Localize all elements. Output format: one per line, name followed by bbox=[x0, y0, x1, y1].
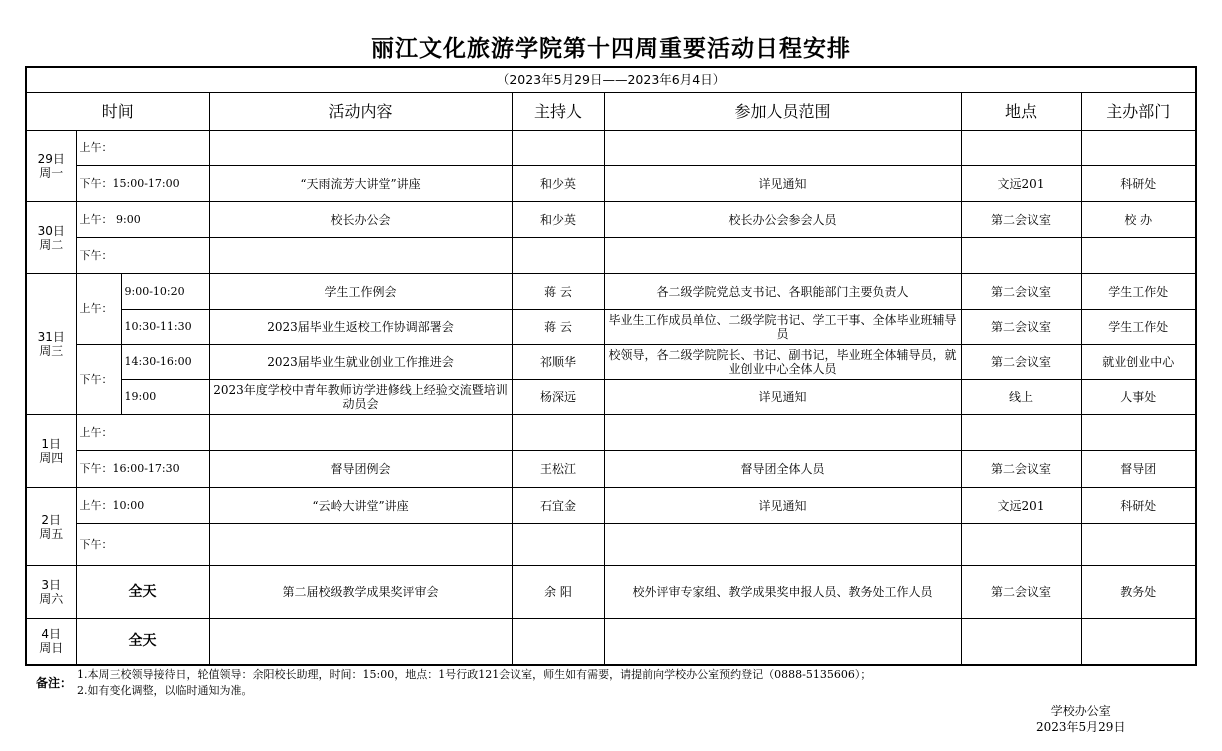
time-cell: 全天 bbox=[76, 566, 209, 619]
participants-cell: 毕业生工作成员单位、二级学院书记、学工干事、全体毕业班辅导员 bbox=[604, 310, 961, 345]
date-range-row bbox=[26, 67, 1196, 93]
time-cell: 下午：15:00-17:00 bbox=[76, 166, 209, 202]
host-cell: 祁顺华 bbox=[512, 345, 604, 380]
host-cell: 余 阳 bbox=[512, 566, 604, 619]
content-cell bbox=[209, 415, 512, 451]
content-cell: “云岭大讲堂”讲座 bbox=[209, 488, 512, 524]
host-cell bbox=[512, 619, 604, 665]
time-cell: 9:00-10:20 bbox=[121, 274, 209, 310]
host-cell bbox=[512, 415, 604, 451]
organizer-cell: 学生工作处 bbox=[1081, 310, 1196, 345]
table-row bbox=[26, 451, 1196, 488]
participants-cell bbox=[604, 131, 961, 166]
content-cell: “天雨流芳大讲堂”讲座 bbox=[209, 166, 512, 202]
host-cell bbox=[512, 131, 604, 166]
time-cell: 上午： 9:00 bbox=[76, 202, 209, 238]
participants-cell bbox=[604, 415, 961, 451]
content-cell: 督导团例会 bbox=[209, 451, 512, 488]
day-cell-mon: 29日 周一 bbox=[26, 131, 76, 202]
content-cell bbox=[209, 238, 512, 274]
host-cell: 蒋 云 bbox=[512, 310, 604, 345]
location-cell: 第二会议室 bbox=[961, 310, 1081, 345]
organizer-cell bbox=[1081, 238, 1196, 274]
header-location: 地点 bbox=[961, 93, 1081, 131]
time-cell: 下午： bbox=[76, 238, 209, 274]
header-organizer: 主办部门 bbox=[1081, 93, 1196, 131]
page-title: 丽江文化旅游学院第十四周重要活动日程安排 bbox=[371, 36, 851, 62]
content-cell: 2023届毕业生返校工作协调部署会 bbox=[209, 310, 512, 345]
participants-cell: 各二级学院党总支书记、各职能部门主要负责人 bbox=[604, 274, 961, 310]
schedule-table bbox=[25, 66, 1197, 666]
time-cell: 上午：10:00 bbox=[76, 488, 209, 524]
organizer-cell bbox=[1081, 415, 1196, 451]
participants-cell bbox=[604, 619, 961, 665]
location-cell: 第二会议室 bbox=[961, 345, 1081, 380]
location-cell bbox=[961, 238, 1081, 274]
notes-label: 备注： bbox=[36, 676, 73, 690]
time-cell: 下午：16:00-17:30 bbox=[76, 451, 209, 488]
content-cell: 学生工作例会 bbox=[209, 274, 512, 310]
organizer-cell: 督导团 bbox=[1081, 451, 1196, 488]
participants-cell: 校长办公会参会人员 bbox=[604, 202, 961, 238]
day-cell-thu: 1日 周四 bbox=[26, 415, 76, 488]
location-cell bbox=[961, 619, 1081, 665]
time-cell: 下午： bbox=[76, 524, 209, 566]
location-cell bbox=[961, 524, 1081, 566]
host-cell bbox=[512, 238, 604, 274]
time-cell: 14:30-16:00 bbox=[121, 345, 209, 380]
participants-cell: 督导团全体人员 bbox=[604, 451, 961, 488]
header-time: 时间 bbox=[26, 93, 209, 131]
participants-cell: 校外评审专家组、教学成果奖申报人员、教务处工作人员 bbox=[604, 566, 961, 619]
content-cell: 第二届校级教学成果奖评审会 bbox=[209, 566, 512, 619]
table-row bbox=[26, 566, 1196, 619]
note-item: 1.本周三校领导接待日，轮值领导：余阳校长助理，时间：15:00，地点：1号行政121会议室，师生如有需要，请提前向学校办公室预约登记（0888-5135606）； bbox=[77, 668, 872, 681]
host-cell: 石宜金 bbox=[512, 488, 604, 524]
organizer-cell: 科研处 bbox=[1081, 488, 1196, 524]
time-cell: 19:00 bbox=[121, 380, 209, 415]
content-cell: 2023年度学校中青年教师访学进修线上经验交流暨培训动员会 bbox=[209, 380, 512, 415]
host-cell: 杨深远 bbox=[512, 380, 604, 415]
notes-items bbox=[77, 667, 871, 699]
day-cell-fri: 2日 周五 bbox=[26, 488, 76, 566]
table-row bbox=[26, 380, 1196, 415]
period-label-pm: 下午： bbox=[76, 345, 121, 415]
host-cell bbox=[512, 524, 604, 566]
organizer-cell: 人事处 bbox=[1081, 380, 1196, 415]
header-row bbox=[26, 93, 1196, 131]
host-cell: 王松江 bbox=[512, 451, 604, 488]
organizer-cell: 学生工作处 bbox=[1081, 274, 1196, 310]
table-row bbox=[26, 131, 1196, 166]
date-range: （2023年5月29日——2023年6月4日） bbox=[26, 67, 1196, 93]
participants-cell: 详见通知 bbox=[604, 380, 961, 415]
participants-cell bbox=[604, 524, 961, 566]
host-cell: 蒋 云 bbox=[512, 274, 604, 310]
table-row bbox=[26, 238, 1196, 274]
table-row bbox=[26, 619, 1196, 665]
organizer-cell: 校 办 bbox=[1081, 202, 1196, 238]
note-item: 2.如有变化调整，以临时通知为准。 bbox=[77, 684, 253, 697]
table-row bbox=[26, 345, 1196, 380]
organizer-cell: 教务处 bbox=[1081, 566, 1196, 619]
day-cell-sun: 4日 周日 bbox=[26, 619, 76, 665]
location-cell: 文远201 bbox=[961, 166, 1081, 202]
table-row bbox=[26, 310, 1196, 345]
content-cell: 校长办公会 bbox=[209, 202, 512, 238]
participants-cell: 校领导，各二级学院院长、书记、副书记，毕业班全体辅导员，就业创业中心全体人员 bbox=[604, 345, 961, 380]
day-cell-wed: 31日 周三 bbox=[26, 274, 76, 415]
table-row bbox=[26, 274, 1196, 310]
signature-date: 2023年5月29日 bbox=[1036, 720, 1126, 734]
time-cell: 上午： bbox=[76, 131, 209, 166]
time-cell: 10:30-11:30 bbox=[121, 310, 209, 345]
location-cell: 线上 bbox=[961, 380, 1081, 415]
signature bbox=[1036, 703, 1125, 735]
day-cell-tue: 30日 周二 bbox=[26, 202, 76, 274]
host-cell: 和少英 bbox=[512, 202, 604, 238]
location-cell: 第二会议室 bbox=[961, 202, 1081, 238]
participants-cell: 详见通知 bbox=[604, 166, 961, 202]
location-cell: 第二会议室 bbox=[961, 451, 1081, 488]
content-cell bbox=[209, 524, 512, 566]
time-cell: 全天 bbox=[76, 619, 209, 665]
table-row bbox=[26, 415, 1196, 451]
header-host: 主持人 bbox=[512, 93, 604, 131]
time-cell: 上午： bbox=[76, 415, 209, 451]
location-cell: 文远201 bbox=[961, 488, 1081, 524]
content-cell bbox=[209, 131, 512, 166]
header-content: 活动内容 bbox=[209, 93, 512, 131]
day-cell-sat: 3日 周六 bbox=[26, 566, 76, 619]
participants-cell bbox=[604, 238, 961, 274]
organizer-cell: 科研处 bbox=[1081, 166, 1196, 202]
table-row bbox=[26, 202, 1196, 238]
organizer-cell bbox=[1081, 619, 1196, 665]
period-label-am: 上午： bbox=[76, 274, 121, 345]
location-cell: 第二会议室 bbox=[961, 566, 1081, 619]
table-row bbox=[26, 488, 1196, 524]
organizer-cell bbox=[1081, 524, 1196, 566]
organizer-cell: 就业创业中心 bbox=[1081, 345, 1196, 380]
location-cell bbox=[961, 131, 1081, 166]
table-row bbox=[26, 166, 1196, 202]
participants-cell: 详见通知 bbox=[604, 488, 961, 524]
host-cell: 和少英 bbox=[512, 166, 604, 202]
location-cell: 第二会议室 bbox=[961, 274, 1081, 310]
header-participants: 参加人员范围 bbox=[604, 93, 961, 131]
content-cell: 2023届毕业生就业创业工作推进会 bbox=[209, 345, 512, 380]
location-cell bbox=[961, 415, 1081, 451]
content-cell bbox=[209, 619, 512, 665]
signature-office: 学校办公室 bbox=[1050, 704, 1111, 718]
organizer-cell bbox=[1081, 131, 1196, 166]
table-row bbox=[26, 524, 1196, 566]
